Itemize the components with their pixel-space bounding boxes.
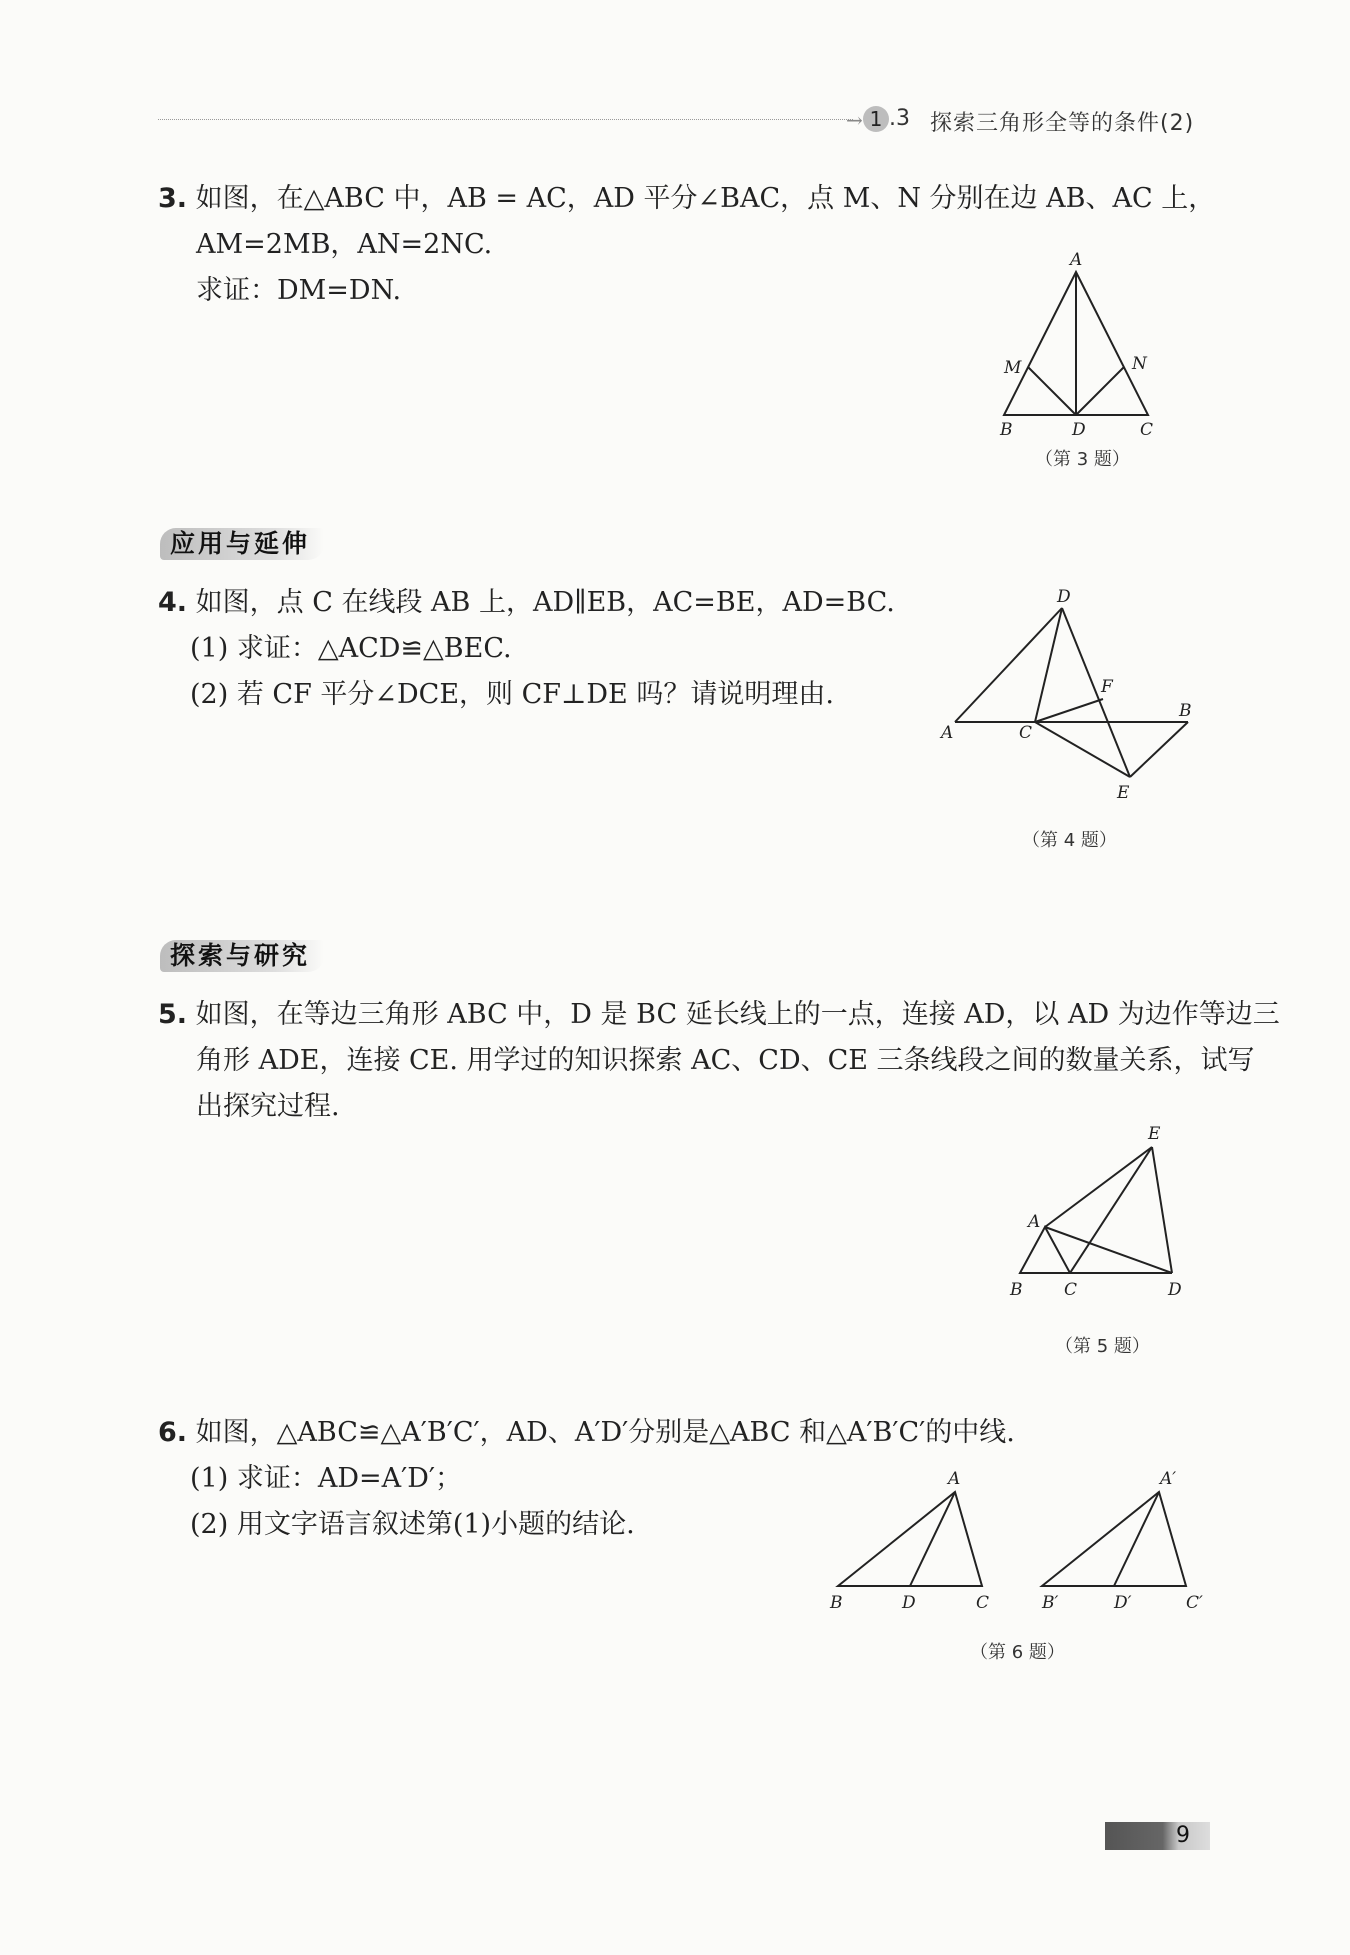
figure-caption-q5: （第 5 题） [1055,1336,1150,1357]
header-arrow-icon: → [846,108,863,132]
header-chapter-badge: 1 [863,106,889,132]
label-b: B [830,1593,843,1612]
segment-nd [1076,367,1124,415]
label-b: B [1179,701,1192,721]
segment-cf [1035,699,1103,722]
header-title: 探索三角形全等的条件(2) [930,111,1195,136]
question-text: 角形 ADE，连接 CE. 用学过的知识探索 AC、CD、CE 三条线段之间的数量关系，试写 [196,1045,1255,1076]
label-d: D [1072,420,1086,440]
question-text: 出探究过程. [196,1091,340,1122]
label-a-prime: A′ [1160,1469,1177,1489]
question-text: AM=2MB，AN=2NC. [196,229,493,260]
question-text: (2) 若 CF 平分∠DCE，则 CF⊥DE 吗？请说明理由. [190,679,834,710]
question-text: (1) 求证：AD=A′D′； [190,1463,463,1494]
question-text: 如图，△ABC≌△A′B′C′，AD、A′D′分别是△ABC 和△A′B′C′的中线. [195,1417,1015,1448]
label-c-prime: C′ [1186,1593,1203,1612]
segment-de [1062,608,1130,777]
label-a: A [1028,1212,1041,1232]
segment-ad [910,1492,955,1586]
question-number: 4. [158,587,188,618]
figure-q6 [820,1462,1220,1612]
triangle-abc [838,1492,982,1586]
question-text: 如图，点 C 在线段 AB 上，AD∥EB，AC=BE，AD=BC. [195,587,895,618]
segment-ce [1070,1147,1152,1273]
question-text: 求证：DM=DN. [196,275,402,306]
question-5 [158,992,1280,1130]
figure-q4 [935,580,1195,810]
question-text: (1) 求证：△ACD≌△BEC. [190,633,512,664]
figure-q3 [990,245,1170,440]
segment-md [1028,367,1076,415]
question-number: 3. [158,183,188,214]
label-d: D [902,1593,916,1612]
page-number: 9 [1176,1823,1190,1848]
label-m: M [1004,358,1022,378]
label-a: A [1070,250,1083,270]
header-rule [158,119,853,120]
question-4 [158,580,895,718]
figure-caption-q4: （第 4 题） [1022,830,1117,851]
segment-ae [1045,1147,1152,1227]
segment-ad [1045,1227,1172,1273]
question-number: 5. [158,999,188,1030]
question-text: 如图，在等边三角形 ABC 中，D 是 BC 延长线上的一点，连接 AD，以 AD 为边作等边三 [195,999,1280,1030]
label-b: B [1000,420,1013,440]
label-a: A [941,723,954,743]
label-c: C [1064,1280,1078,1300]
label-c: C [976,1593,990,1612]
label-d-prime: D′ [1114,1593,1132,1612]
segment-ce [1035,722,1130,777]
label-c: C [1140,420,1154,440]
question-text: 如图，在△ABC 中，AB = AC，AD 平分∠BAC，点 M、N 分别在边 AB、AC 上， [195,183,1216,214]
label-e: E [1117,783,1130,803]
segment-a2d2 [1114,1492,1159,1586]
figure-caption-q6: （第 6 题） [970,1642,1065,1663]
section-tag-apply: 应用与延伸 [160,528,324,560]
segment-dc [1035,608,1062,722]
section-tag-explore: 探索与研究 [160,940,324,972]
figure-q5 [1000,1115,1200,1305]
question-number: 6. [158,1417,188,1448]
label-c: C [1019,723,1033,743]
segment-be [1130,722,1188,777]
label-b-prime: B′ [1042,1593,1059,1612]
label-b: B [1010,1280,1023,1300]
segment-ad [955,608,1062,722]
figure-caption-q3: （第 3 题） [1035,449,1130,470]
header-section-number: .3 [889,106,910,131]
question-text: (2) 用文字语言叙述第(1)小题的结论. [190,1509,635,1540]
triangle-a2b2c2 [1042,1492,1186,1586]
label-a: A [948,1469,961,1489]
label-e: E [1148,1124,1161,1144]
page-number-bar [1105,1822,1210,1850]
label-n: N [1132,354,1147,374]
label-d: D [1057,587,1071,607]
label-f: F [1101,677,1113,697]
segment-ed [1152,1147,1172,1273]
label-d: D [1168,1280,1182,1300]
